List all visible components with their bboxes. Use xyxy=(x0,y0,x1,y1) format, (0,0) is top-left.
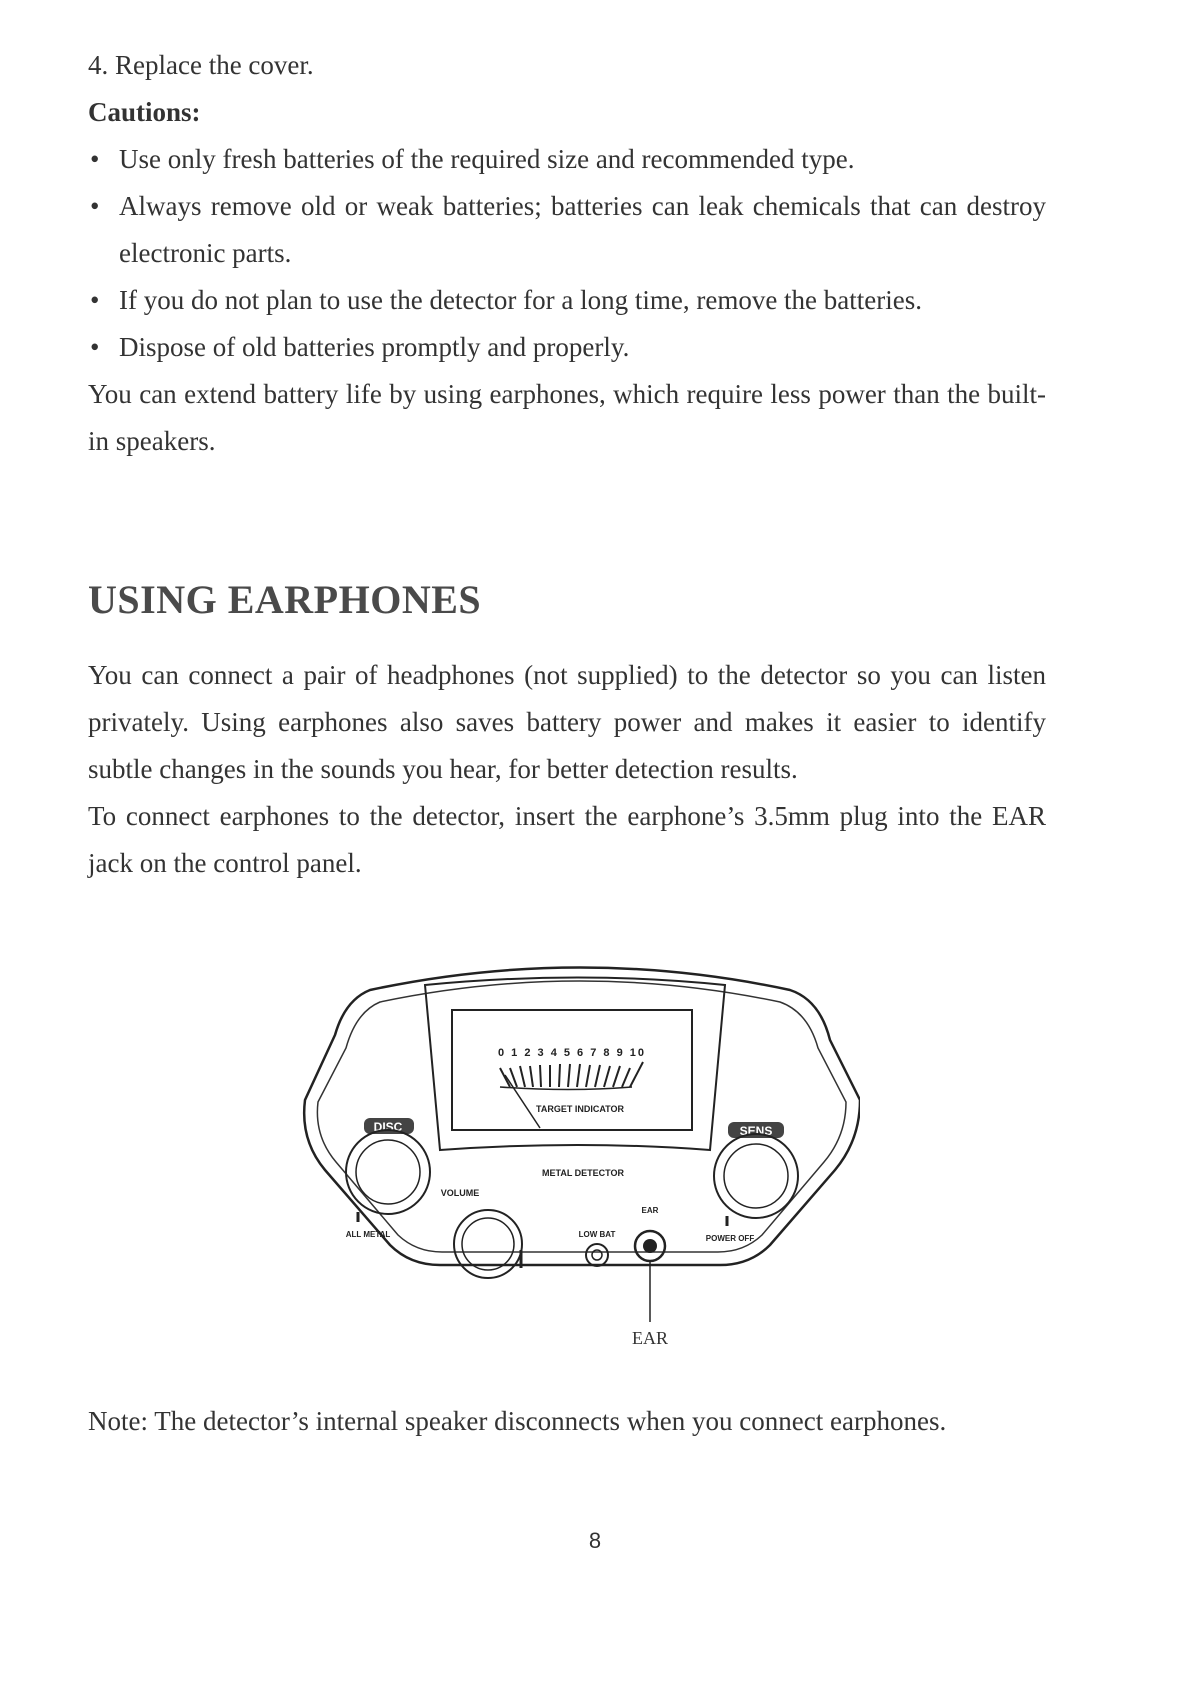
meter-arc xyxy=(500,1087,632,1090)
meter-needle xyxy=(505,1075,540,1128)
battery-section xyxy=(88,42,1046,465)
caution-bullet xyxy=(88,136,1046,183)
caution-bullet xyxy=(88,324,1046,371)
step-4: 4. Replace the cover. xyxy=(88,50,314,80)
meter-window xyxy=(425,978,725,1151)
ear-panel-label: EAR xyxy=(641,1206,659,1215)
meter-scale: 0 1 2 3 4 5 6 7 8 9 10 xyxy=(498,1047,646,1059)
power-off-label: POWER OFF xyxy=(705,1234,755,1243)
sens-label: SENS xyxy=(739,1124,773,1138)
earphones-section xyxy=(88,652,1046,887)
caution-bullet xyxy=(88,183,1046,277)
bullet-icon: • xyxy=(90,191,100,221)
disc-label: DISC xyxy=(373,1120,403,1134)
section-title: USING EARPHONES xyxy=(88,577,482,622)
volume-knob xyxy=(454,1210,522,1278)
housing-outline xyxy=(304,968,860,1266)
volume-label: VOLUME xyxy=(440,1188,480,1198)
target-indicator-label: TARGET INDICATOR xyxy=(536,1104,624,1114)
low-bat-label: LOW BAT xyxy=(578,1230,616,1239)
earphones-paragraph-1: You can connect a pair of headphones (not supplied) to the detector so you can listen privately. Using earphones also saves battery power and makes it easier to identify subtle changes in the sounds you hear, for better detection results. xyxy=(88,660,1046,784)
caution-text: Use only fresh batteries of the required size and recommended type. xyxy=(119,144,855,174)
low-bat-led xyxy=(586,1244,608,1266)
ear-jack-hole xyxy=(643,1239,657,1253)
battery-life-paragraph: You can extend battery life by using earphones, which require less power than the built-in speakers. xyxy=(88,379,1046,456)
caution-text: If you do not plan to use the detector for a long time, remove the batteries. xyxy=(119,285,922,315)
meter-ticks xyxy=(500,1062,643,1087)
earphones-paragraph-2: To connect earphones to the detector, insert the earphone’s 3.5mm plug into the EAR jack on the control panel. xyxy=(88,801,1046,878)
disc-knob-inner xyxy=(356,1140,420,1204)
page-number: 8 xyxy=(588,1528,602,1553)
bullet-icon: • xyxy=(90,285,100,315)
housing-inner-outline xyxy=(317,981,846,1252)
volume-knob-inner xyxy=(462,1218,514,1270)
all-metal-label: ALL METAL xyxy=(345,1230,391,1239)
ear-callout-label: EAR xyxy=(632,1328,668,1348)
bullet-icon: • xyxy=(90,332,100,362)
disc-knob xyxy=(346,1130,430,1214)
metal-detector-label: METAL DETECTOR xyxy=(541,1168,625,1178)
sens-knob xyxy=(714,1134,798,1218)
cautions-heading: Cautions: xyxy=(88,97,201,127)
control-panel-diagram xyxy=(300,950,860,1370)
caution-bullet xyxy=(88,277,1046,324)
note-paragraph: Note: The detector’s internal speaker disconnects when you connect earphones. xyxy=(88,1406,947,1436)
caution-text: Always remove old or weak batteries; batteries can leak chemicals that can destroy electronic parts. xyxy=(119,191,1046,268)
bullet-icon: • xyxy=(90,144,100,174)
caution-text: Dispose of old batteries promptly and properly. xyxy=(119,332,630,362)
sens-knob-inner xyxy=(724,1144,788,1208)
